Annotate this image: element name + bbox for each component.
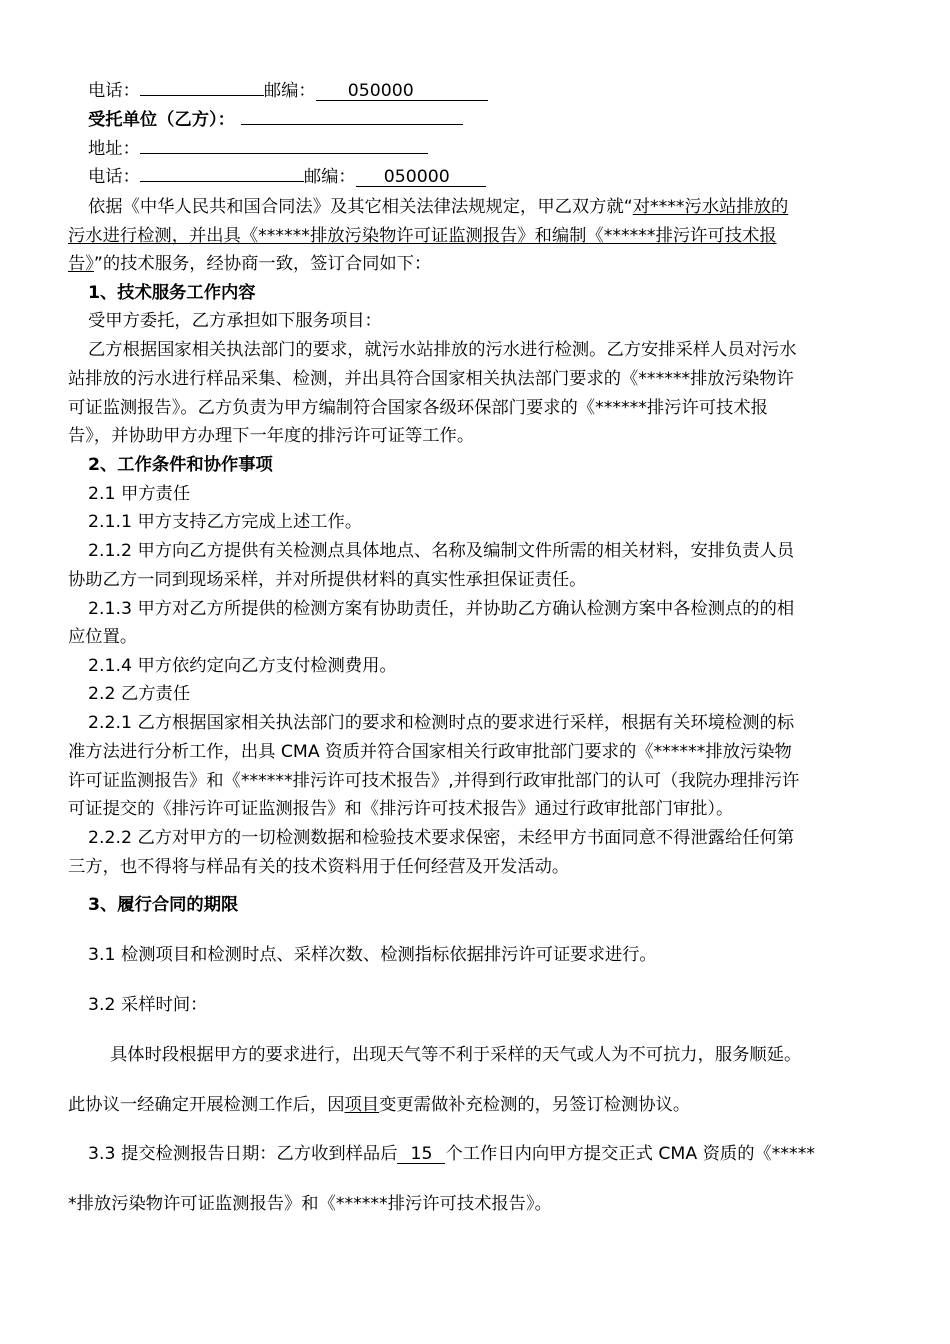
address-label: 地址： (88, 139, 140, 159)
party-b-address-line (88, 138, 428, 160)
clause-2-1-1: 2.1.1 甲方支持乙方完成上述工作。 (88, 512, 363, 532)
section-1-heading: 1、技术服务工作内容 (88, 283, 256, 303)
phone-label: 电话： (88, 167, 140, 187)
clause-3-3: 3.3 提交检测报告日期：乙方收到样品后 15 个工作日内向甲方提交正式 CMA 资质的《***** (88, 1144, 815, 1164)
phone-blank (140, 95, 264, 96)
section-1-text: 可证监测报告》。乙方负责为甲方编制符合国家各级环保部门要求的《******排污许可技术报 (68, 398, 768, 418)
clause-2-2: 2.2 乙方责任 (88, 684, 191, 704)
party-b-title: 受托单位（乙方）： (88, 110, 235, 130)
clause-2-2-1: 2.2.1 乙方根据国家相关执法部门的要求和检测时点的要求进行采样，根据有关环境检测的标 (88, 713, 795, 733)
phone-label: 电话： (88, 81, 140, 101)
postcode-label: 邮编： (303, 167, 356, 187)
section-1-text: 站排放的污水进行样品采集、检测，并出具符合国家相关执法部门要求的《******排放污染物许 (68, 369, 794, 389)
clause-3-1: 3.1 检测项目和检测时点、采样次数、检测指标依据排污许可证要求进行。 (88, 945, 657, 965)
clause-2-1: 2.1 甲方责任 (88, 484, 191, 504)
clause-2-1-2: 2.1.2 甲方向乙方提供有关检测点具体地点、名称及编制文件所需的相关材料，安排负责人员 (88, 541, 795, 561)
party-b-contact-line (88, 166, 486, 188)
clause-2-1-3: 应位置。 (68, 627, 138, 647)
clause-2-2-2: 2.2.2 乙方对甲方的一切检测数据和检验技术要求保密，未经甲方书面同意不得泄露给任何第 (88, 828, 795, 848)
intro-line-2: 污水进行检测，并出具《******排放污染物许可证监测报告》和编制《******排污许可技术报 (68, 226, 777, 246)
clause-3-2-body: 具体时段根据甲方的要求进行，出现天气等不利于采样的天气或人为不可抗力，服务顺延。 (110, 1045, 802, 1065)
clause-2-1-4: 2.1.4 甲方依约定向乙方支付检测费用。 (88, 656, 397, 676)
clause-2-2-1: 许可证监测报告》和《******排污许可技术报告》,并得到行政审批部门的认可（我院办理排污许 (68, 771, 800, 791)
section-1-text: 乙方根据国家相关执法部门的要求，就污水站排放的污水进行检测。乙方安排采样人员对污水 (88, 340, 797, 360)
clause-3-3: *排放污染物许可证监测报告》和《******排污许可技术报告》。 (68, 1194, 552, 1214)
postcode-label: 邮编： (263, 81, 316, 101)
postcode-field: 050000 (316, 82, 488, 101)
intro-line-1: 依据《中华人民共和国合同法》及其它相关法律法规规定，甲乙双方就“对****污水站排放的 (88, 197, 789, 217)
section-2-heading: 2、工作条件和协作事项 (88, 455, 273, 475)
phone-blank (140, 181, 304, 182)
party-b-name-blank (241, 124, 463, 125)
clause-3-2: 3.2 采样时间： (88, 995, 208, 1015)
clause-2-1-3: 2.1.3 甲方对乙方所提供的检测方案有协助责任，并协助乙方确认检测方案中各检测点的的相 (88, 599, 795, 619)
party-b-title-line (88, 109, 463, 131)
clause-2-2-2: 三方，也不得将与样品有关的技术资料用于任何经营及开发活动。 (68, 857, 570, 877)
address-blank (140, 153, 428, 154)
report-days-field: 15 (397, 1145, 445, 1164)
section-3-heading: 3、履行合同的期限 (88, 895, 239, 915)
postcode-field: 050000 (356, 168, 486, 187)
clause-2-2-1: 可证提交的《排污许可证监测报告》和《排污许可技术报告》通过行政审批部门审批）。 (68, 799, 734, 819)
intro-line-3: 告》”的技术服务，经协商一致，签订合同如下： (68, 254, 432, 274)
clause-2-2-1: 准方法进行分析工作，出具 CMA 资质并符合国家相关行政审批部门要求的《******排放污染物 (68, 742, 792, 762)
section-1-text: 告》，并协助甲方办理下一年度的排污许可证等工作。 (68, 426, 475, 446)
party-a-contact-line (88, 80, 488, 102)
section-1-intro: 受甲方委托，乙方承担如下服务项目： (88, 311, 382, 331)
clause-3-2-note: 此协议一经确定开展检测工作后，因项目变更需做补充检测的，另签订检测协议。 (68, 1095, 691, 1115)
clause-2-1-2: 协助乙方一同到现场采样，并对所提供材料的真实性承担保证责任。 (68, 570, 587, 590)
